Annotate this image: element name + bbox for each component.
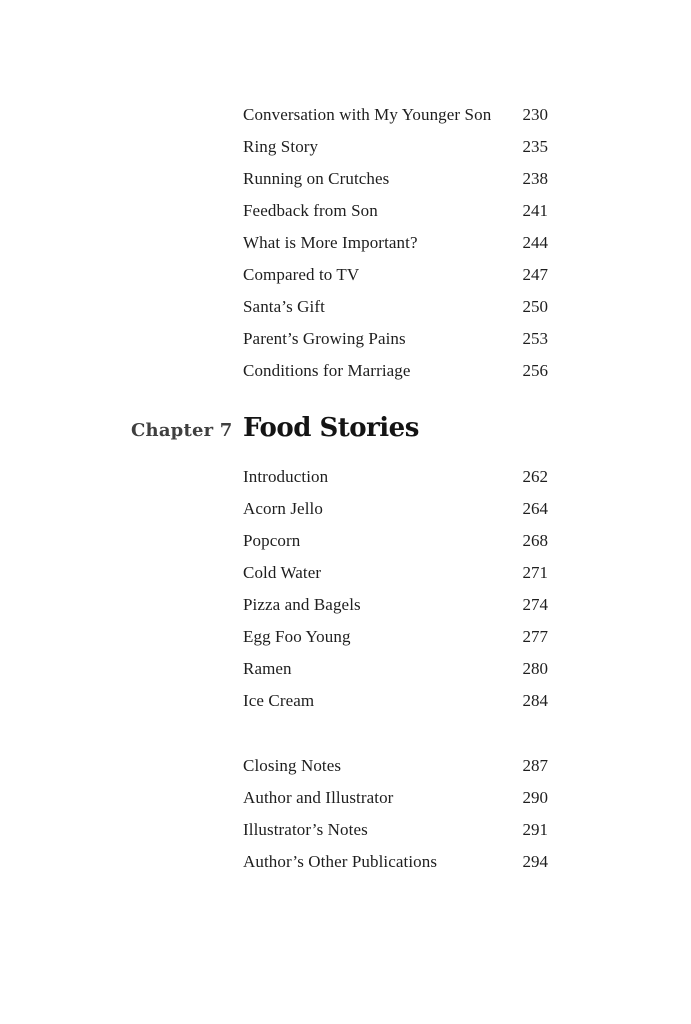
toc-entry <box>243 99 548 131</box>
toc-entry-page: 274 <box>522 595 548 614</box>
toc-entry-page: 291 <box>522 820 548 839</box>
toc-entry-title: Introduction <box>243 467 329 486</box>
toc-entry-title: Conditions for Marriage <box>243 361 411 380</box>
toc-entry-page: 264 <box>522 499 548 518</box>
toc-entry-page: 247 <box>522 265 548 284</box>
toc-entry <box>243 525 548 557</box>
toc-entry <box>243 461 548 493</box>
toc-entry <box>243 750 548 782</box>
toc-entry-page: 253 <box>522 329 548 348</box>
toc-entry <box>243 653 548 685</box>
toc-entry-page: 230 <box>522 105 548 124</box>
toc-entry <box>243 685 548 717</box>
toc-entry <box>243 195 548 227</box>
toc-entry <box>243 163 548 195</box>
toc-entry-page: 250 <box>522 297 548 316</box>
toc-entry <box>243 621 548 653</box>
toc-entry-title: Ring Story <box>243 137 319 156</box>
toc-entry-page: 256 <box>522 361 548 380</box>
toc-section-chapter-7 <box>243 461 548 717</box>
toc-entry-page: 262 <box>522 467 548 486</box>
toc-entry-title: What is More Important? <box>243 233 418 252</box>
toc-entry-page: 241 <box>522 201 548 220</box>
toc-entry-page: 294 <box>522 852 548 871</box>
toc-entry-title: Ice Cream <box>243 691 315 710</box>
toc-entry-title: Closing Notes <box>243 756 342 775</box>
toc-entry-title: Acorn Jello <box>243 499 323 518</box>
toc-entry-title: Pizza and Bagels <box>243 595 361 614</box>
chapter-title: Food Stories <box>243 413 419 443</box>
toc-section-back-matter <box>243 750 548 878</box>
chapter-heading <box>131 413 419 443</box>
toc-entry-page: 238 <box>522 169 548 188</box>
toc-entry <box>243 782 548 814</box>
toc-entry <box>243 493 548 525</box>
toc-entry-title: Running on Crutches <box>243 169 390 188</box>
toc-entry-title: Author’s Other Publications <box>243 852 438 871</box>
toc-entry-title: Feedback from Son <box>243 201 378 220</box>
toc-entry-page: 290 <box>522 788 548 807</box>
toc-entry-title: Author and Illustrator <box>243 788 394 807</box>
toc-entry-title: Parent’s Growing Pains <box>243 329 406 348</box>
toc-entry-page: 280 <box>522 659 548 678</box>
toc-entry <box>243 227 548 259</box>
toc-entry-title: Cold Water <box>243 563 322 582</box>
toc-section-previous-chapter <box>243 99 548 387</box>
toc-entry <box>243 557 548 589</box>
toc-entry-page: 284 <box>522 691 548 710</box>
toc-entry-page: 287 <box>522 756 548 775</box>
toc-entry <box>243 131 548 163</box>
toc-entry-page: 235 <box>522 137 548 156</box>
toc-entry-title: Ramen <box>243 659 292 678</box>
toc-entry-title: Illustrator’s Notes <box>243 820 368 839</box>
toc-entry-title: Egg Foo Young <box>243 627 351 646</box>
toc-entry-page: 244 <box>522 233 548 252</box>
toc-entry <box>243 814 548 846</box>
chapter-label: Chapter 7 <box>131 420 233 441</box>
toc-entry <box>243 846 548 878</box>
toc-entry <box>243 291 548 323</box>
toc-entry-page: 271 <box>522 563 548 582</box>
toc-entry <box>243 323 548 355</box>
toc-entry-title: Santa’s Gift <box>243 297 325 316</box>
toc-entry-page: 268 <box>522 531 548 550</box>
toc-entry-title: Compared to TV <box>243 265 360 284</box>
toc-entry-title: Popcorn <box>243 531 301 550</box>
toc-entry-title: Conversation with My Younger Son <box>243 105 492 124</box>
toc-entry-page: 277 <box>522 627 548 646</box>
toc-entry <box>243 355 548 387</box>
toc-entry <box>243 259 548 291</box>
toc-entry <box>243 589 548 621</box>
